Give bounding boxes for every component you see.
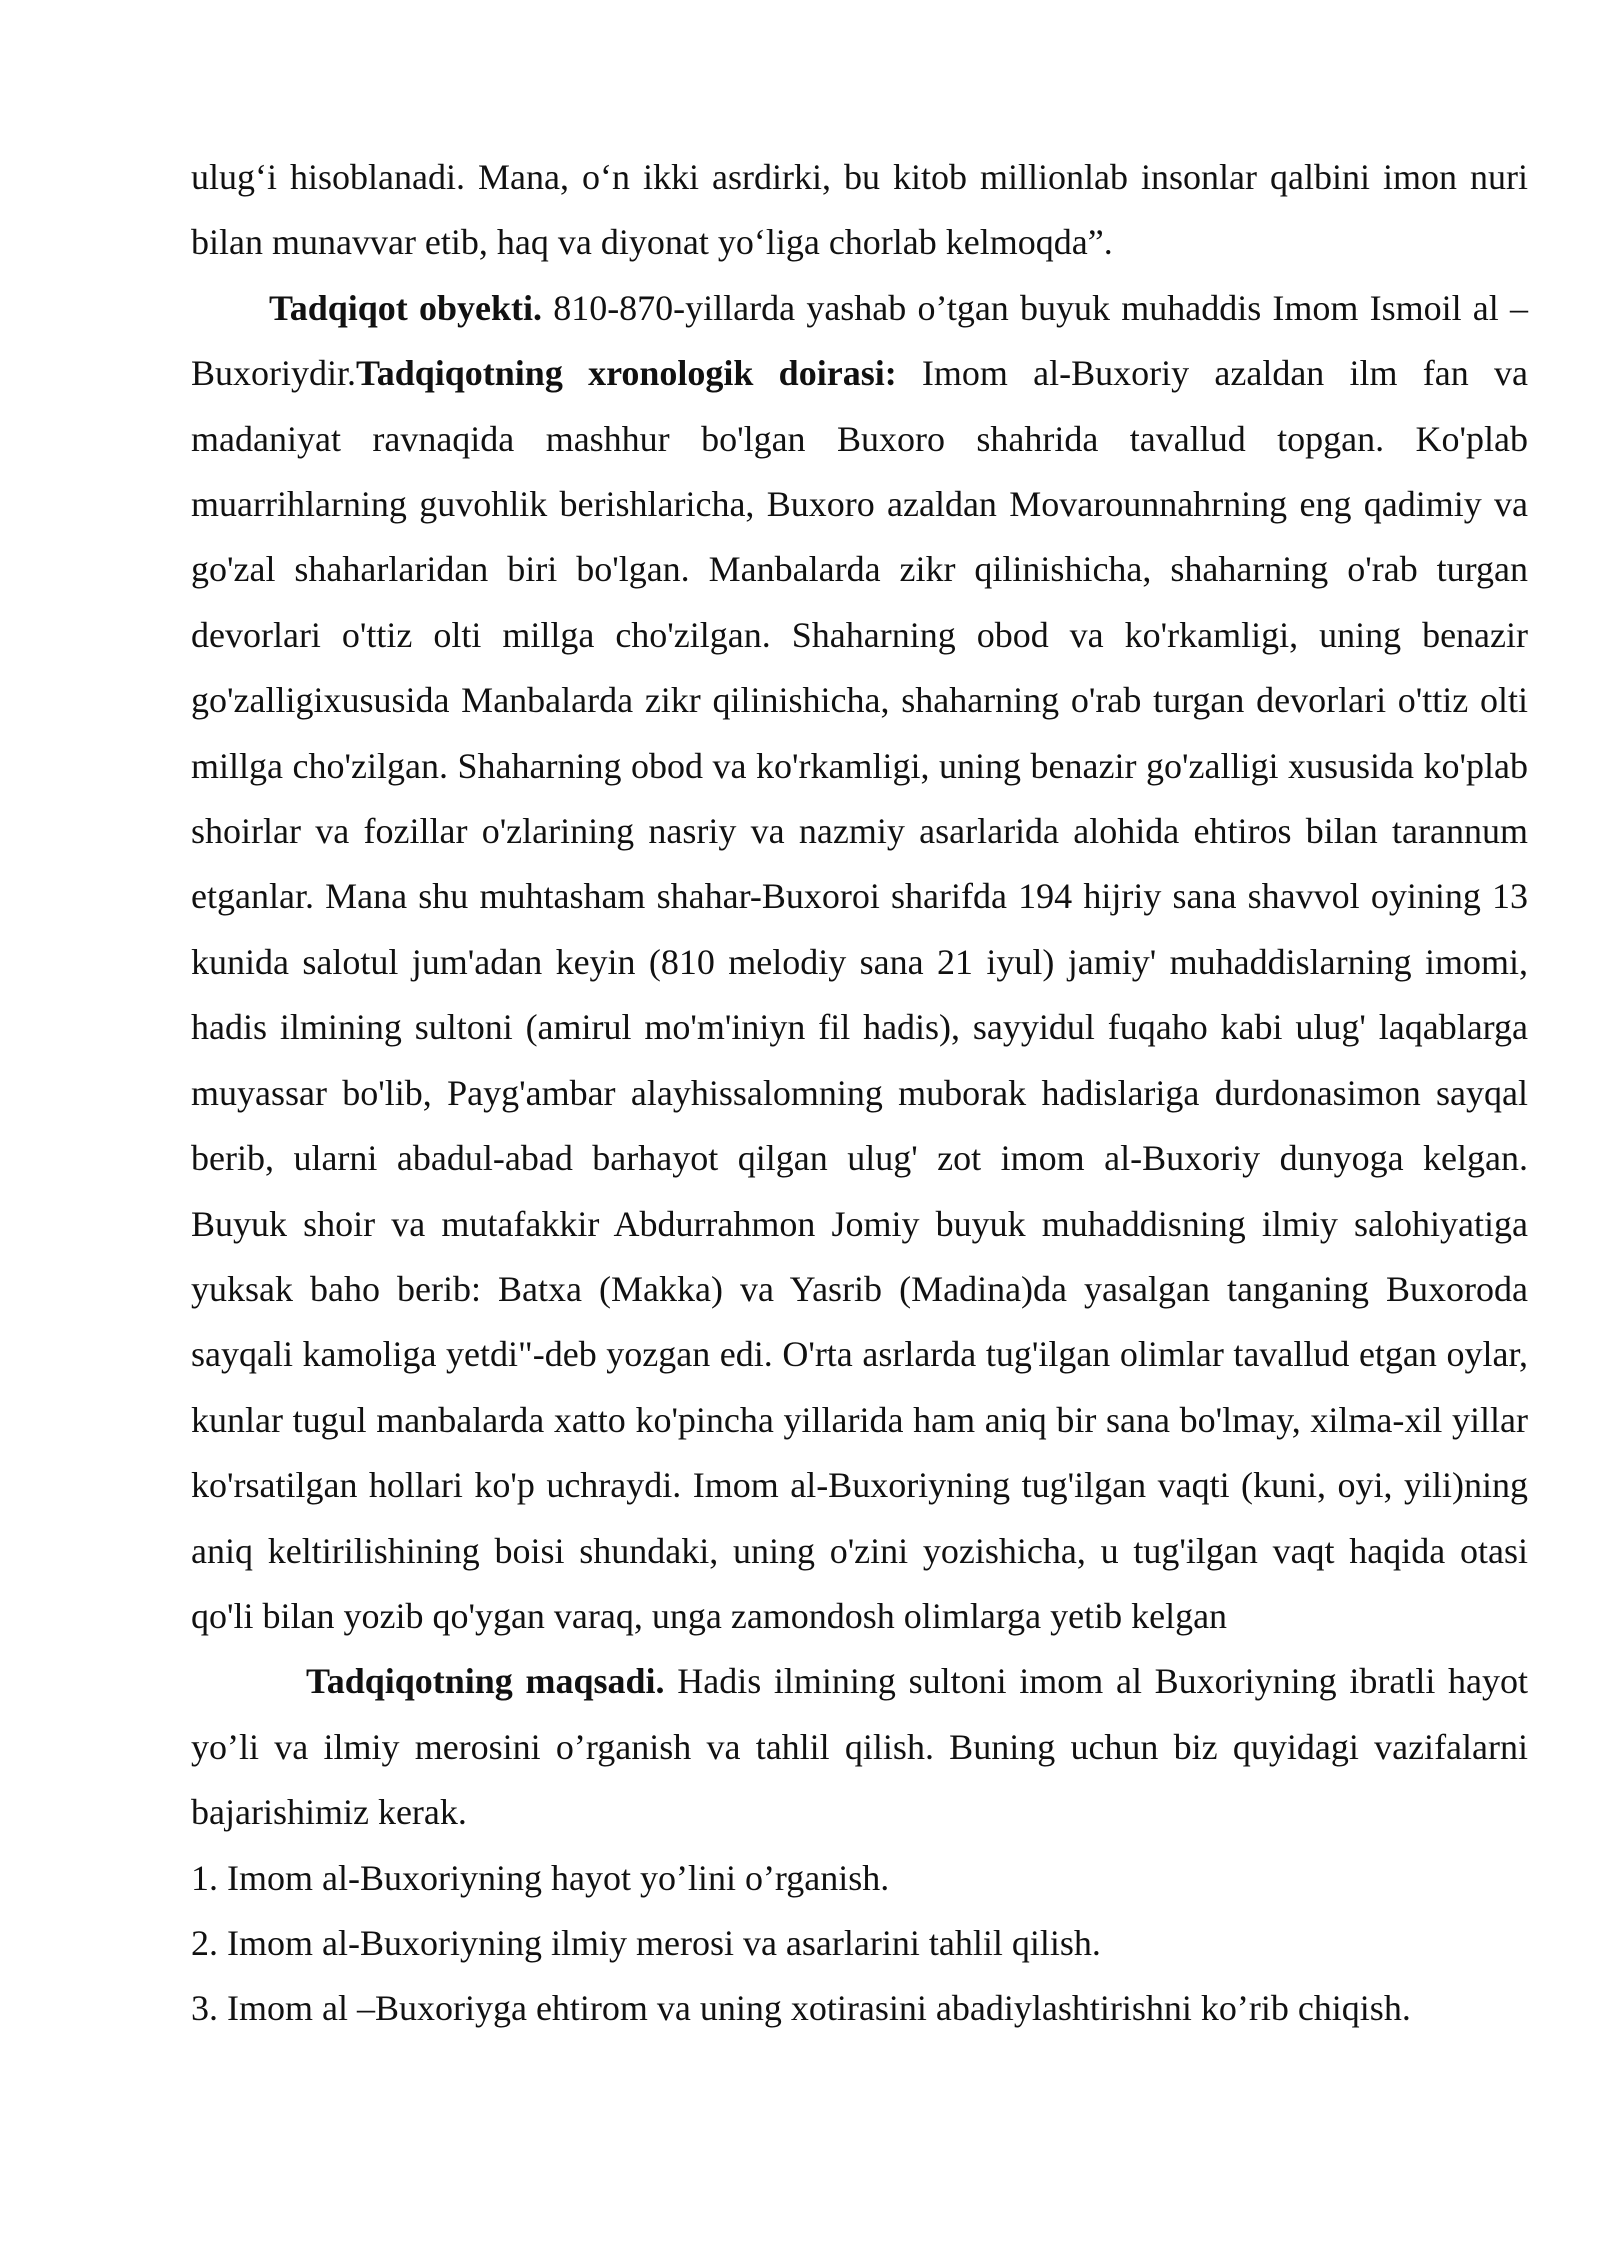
task-item-2: 2. Imom al-Buxoriyning ilmiy merosi va asarlarini tahlil qilish. bbox=[191, 1922, 1101, 1963]
chronology-text: Imom al-Buxoriy azaldan ilm fan va madaniyat ravnaqida mashhur bo'lgan Buxoro shahrida tavallud topgan. Ko'plab muarrihlarning guvohlik berishlaricha, Buxoro azaldan Movarounnahrning eng qadimiy va go'zal shaharlaridan biri bo'lgan. Manbalarda zikr qilinishicha, shaharning o'rab turgan devorlari o'ttiz olti millga cho'zilgan. Shaharning obod va ko'rkamligi, uning benazir go'zalligixususida Manbalarda zikr qilinishicha, shaharning o'rab turgan devorlari o'ttiz olti millga cho'zilgan. Shaharning obod va ko'rkamligi, uning benazir go'zalligi xususida ko'plab shoirlar va fozillar o'zlarining nasriy va nazmiy asarlarida alohida ehtiros bilan tarannum etganlar. Mana shu muhtasham shahar-Buxoroi sharifda 194 hijriy sana shavvol oyining 13 kunida salotul jum'adan keyin (810 melodiy sana 21 iyul) jamiy' muhaddislarning imomi, hadis ilmining sultoni (amirul mo'm'iniyn fil hadis), sayyidul fuqaho kabi ulug' laqablarga muyassar bo'lib, Payg'ambar alayhissalomning muborak hadislariga durdonasimon sayqal berib, ularni abadul-abad barhayot qilgan ulug' zot imom al-Buxoriy dunyoga kelgan. Buyuk shoir va mutafakkir Abdurrahmon Jomiy buyuk muhaddisning ilmiy salohiyatiga yuksak baho berib: Batxa (Makka) va Yasrib (Madina)da yasalgan tanganing Buxoroda sayqali kamoliga yetdi"-deb yozgan edi. O'rta asrlarda tug'ilgan olimlar tavallud etgan oylar, kunlar tugul manbalarda xatto ko'pincha yillarida ham aniq bir sana bo'lmay, xilma-xil yillar ko'rsatilgan hollari ko'p uchraydi. Imom al-Buxoriyning tug'ilgan vaqti (kuni, oyi, yili)ning aniq keltirilishining boisi shundaki, uning o'zini yozishicha, u tug'ilgan vaqt haqida otasi qo'li bilan yozib qo'ygan varaq, unga zamondosh olimlarga yetib kelgan bbox=[191, 353, 1528, 1636]
task-item-3: 3. Imom al –Buxoriyga ehtirom va uning xotirasini abadiylashtirishni ko’rib chiqish. bbox=[191, 1988, 1411, 2029]
goal-heading: Tadqiqotning maqsadi. bbox=[306, 1661, 665, 1702]
paragraph-goal bbox=[191, 1649, 1528, 1845]
chronology-heading: Tadqiqotning xronologik doirasi: bbox=[356, 353, 897, 394]
paragraph-intro: ulug‘i hisoblanadi. Mana, o‘n ikki asrdirki, bu kitob millionlab insonlar qalbini imon nuri bilan munavvar etib, haq va diyonat yo‘liga chorlab kelmoqda”. bbox=[191, 157, 1528, 263]
object-text: 810-870-yillarda yashab o’tgan buyuk muhaddis Imom Ismoil al –Buxoriydir. bbox=[191, 287, 1528, 394]
paragraph-object-and-chronology bbox=[191, 276, 1528, 1650]
task-item-1: 1. Imom al-Buxoriyning hayot yo’lini o’rganish. bbox=[191, 1857, 890, 1898]
object-heading: Tadqiqot obyekti. bbox=[269, 287, 542, 328]
goal-text: Hadis ilmining sultoni imom al Buxoriyning ibratli hayot yo’li va ilmiy merosini o’rganish va tahlil qilish. Buning uchun biz quyidagi vazifalarni bajarishimiz kerak. bbox=[191, 1661, 1528, 1833]
document-page bbox=[191, 145, 1528, 2042]
